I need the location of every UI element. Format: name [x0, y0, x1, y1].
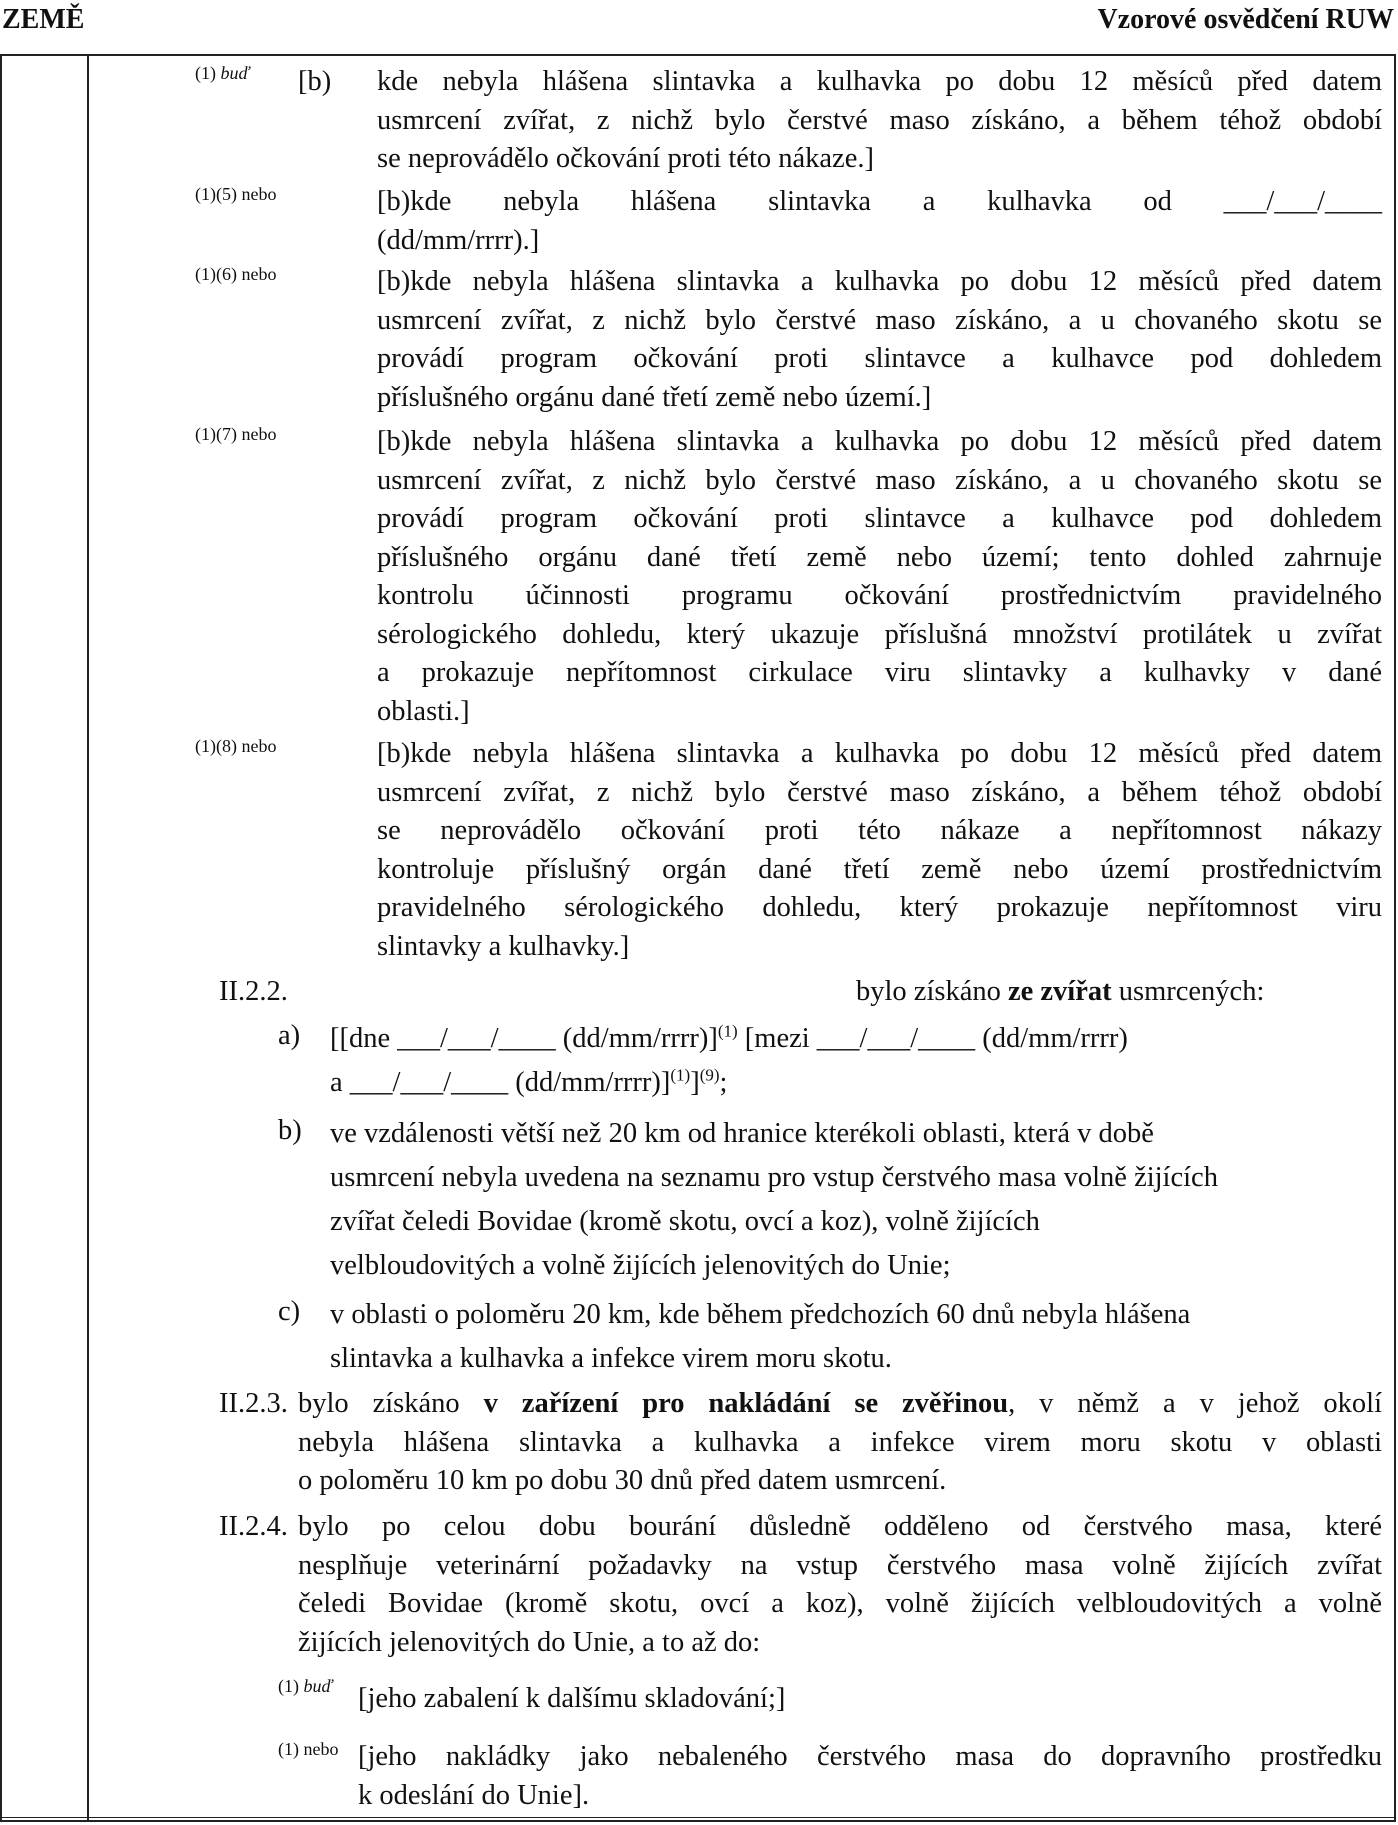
option-marker-3: (1)(6) nebo — [195, 264, 277, 284]
item-label-c: c) — [278, 1296, 301, 1327]
option-bracket-1: [b) — [298, 66, 332, 97]
item-text-b: ve vzdálenosti větší než 20 km od hranice kterékoli oblasti, která v době usmrcení nebyla uvedena na seznamu pro vstup čerstvého masa volně žijících zvířat čeledi Bovidae (kromě skotu, ovcí a koz), volně žijících velbloudovitých a volně žijících jelenovitých do Unie; — [330, 1118, 1218, 1281]
item-text-c: v oblasti o poloměru 20 km, kde během předchozích 60 dnů nebyla hlášena slintavka a kulhavka a infekce virem moru skotu. — [330, 1299, 1191, 1374]
header-country: ZEMĚ — [2, 4, 85, 35]
option-text-2-2-4-b: [jeho nakládky jako nebaleného čerstvého masa do dopravního prostředku k odeslání do Unie]. — [358, 1741, 1382, 1811]
section-text-2-2-3: bylo získáno v zařízení pro nakládání se zvěřinou, v němž a v jehož okolí nebyla hlášena slintavka a kulhavka a infekce virem moru skotu v oblasti o poloměru 10 km po dobu 30 dnů před datem usmrcení. — [298, 1388, 1383, 1496]
column-divider — [87, 56, 89, 1820]
section-label-2-2-3: II.2.3. — [219, 1388, 288, 1419]
option-text-2-2-4-a: [jeho zabalení k dalšímu skladování;] — [358, 1683, 786, 1714]
option-text-5: [b)kde nebyla hlášena slintavka a kulhavka po dobu 12 měsíců před datem usmrcení zvířat, z nichž bylo čerstvé maso získáno, a během téhož období se neprovádělo očkování proti této nákaze a nepřítomnost nákazy kontroluje příslušný orgán dané třetí země nebo území prostřednictvím pravidelného sérologického dohledu, který prokazuje nepřítomnost viru slintavky a kulhavky.] — [377, 738, 1382, 962]
item-label-a: a) — [278, 1020, 301, 1051]
option-marker-1: (1) buď — [195, 63, 250, 83]
section-label-2-2-2: II.2.2. — [219, 976, 288, 1007]
option-marker-2-2-4-b: (1) nebo — [278, 1739, 339, 1759]
item-label-b: b) — [278, 1115, 302, 1146]
option-text-4: [b)kde nebyla hlášena slintavka a kulhavka po dobu 12 měsíců před datem usmrcení zvířat, z nichž bylo čerstvé maso získáno, a u chovaného skotu se provádí program očkování proti slintavce a kulhavce pod dohledem příslušného orgánu dané třetí země nebo území; tento dohled zahrnuje kontrolu účinnosti programu očkování prostřednictvím pravidelného sérologického dohledu, který ukazuje příslušná množství protilátek u zvířat a prokazuje nepřítomnost cirkulace viru slintavky a kulhavky v dané oblasti.] — [377, 426, 1382, 727]
option-text-3: [b)kde nebyla hlášena slintavka a kulhavka po dobu 12 měsíců před datem usmrcení zvířat, z nichž bylo čerstvé maso získáno, a u chovaného skotu se provádí program očkování proti slintavce a kulhavce pod dohledem příslušného orgánu dané třetí země nebo území.] — [377, 266, 1382, 413]
option-text-2: [b)kde nebyla hlášena slintavka a kulhavka od ___/___/____ (dd/mm/rrrr).] — [377, 186, 1382, 256]
option-marker-2: (1)(5) nebo — [195, 184, 277, 204]
option-text-1: kde nebyla hlášena slintavka a kulhavka po dobu 12 měsíců před datem usmrcení zvířat, z nichž bylo čerstvé maso získáno, a během téhož období se neprovádělo očkování proti této nákaze.] — [377, 66, 1382, 174]
option-marker-2-2-4-a: (1) buď — [278, 1676, 333, 1696]
section-text-2-2-4: bylo po celou dobu bourání důsledně odděleno od čerstvého masa, které nesplňuje veterinární požadavky na vstup čerstvého masa volně žijících zvířat čeledi Bovidae (kromě skotu, ovcí a koz), volně žijících velbloudovitých a volně žijících jelenovitých do Unie, a to až do: — [298, 1511, 1382, 1658]
item-text-a: [[dne ___/___/____ (dd/mm/rrrr)]$^{(1)}$ [mezi ___/___/____ (dd/mm/rrrr) a ___/___/____ (dd/mm/rrrr)]$^{(1)}$]$^{(9)}$; — [330, 1021, 1128, 1098]
option-marker-4: (1)(7) nebo — [195, 424, 277, 444]
section-label-2-2-4: II.2.4. — [219, 1511, 288, 1542]
section-text-2-2-2: bylo získáno ze zvířat usmrcených: — [856, 976, 1265, 1007]
header-certificate-title: Vzorové osvědčení RUW — [1097, 4, 1394, 35]
option-marker-5: (1)(8) nebo — [195, 736, 277, 756]
bottom-rule — [2, 1817, 1394, 1818]
